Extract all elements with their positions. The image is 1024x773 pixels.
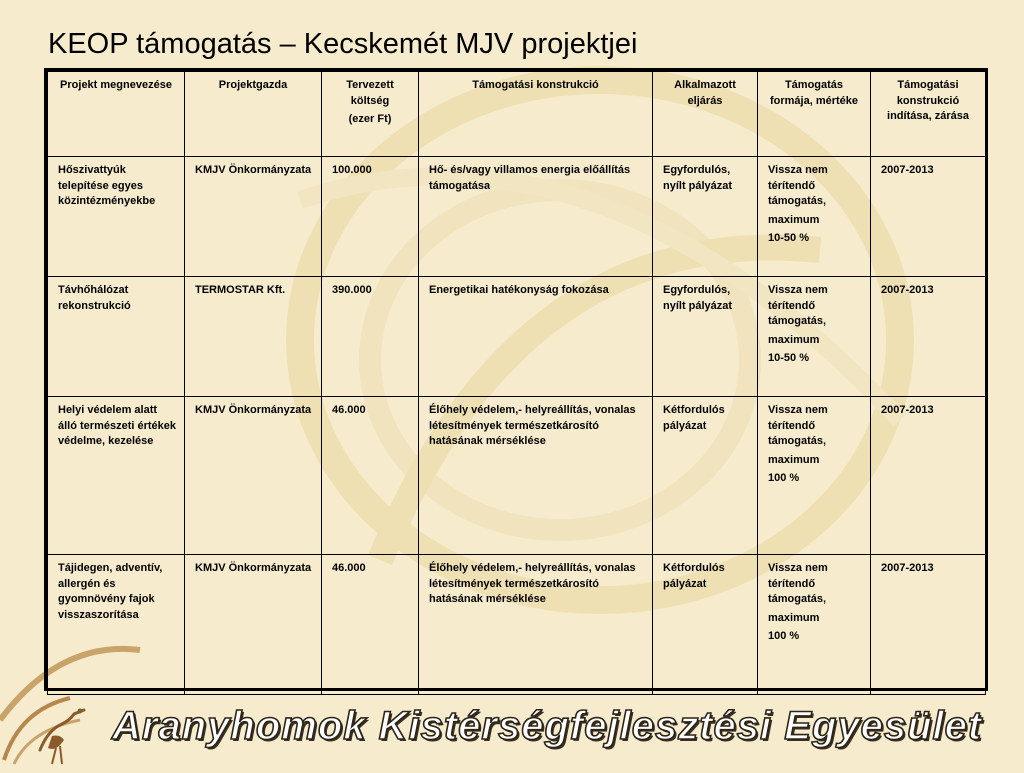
cell-period: 2007-2013 <box>871 555 986 695</box>
projects-table <box>47 71 986 695</box>
cell-procedure: Egyfordulós, nyílt pályázat <box>653 157 758 277</box>
header-project-name: Projekt megnevezése <box>48 72 185 157</box>
page-title: KEOP támogatás – Kecskemét MJV projektjei <box>48 28 638 60</box>
cell-owner: KMJV Önkormányzata <box>185 555 322 695</box>
organization-brand-text: Aranyhomok Kistérségfejlesztési Egyesület <box>112 704 983 748</box>
cell-support: Vissza nem térítendő támogatás, maximum 100 % <box>758 555 871 695</box>
cell-construction: Élőhely védelem,- helyreállítás, vonalas létesítmények természetkárosító hatásának mérséklése <box>419 397 653 555</box>
cell-project-name: Tájidegen, adventív, allergén és gyomnövény fajok visszaszorítása <box>48 555 185 695</box>
cell-project-name: Hőszivattyúk telepítése egyes közintézményekbe <box>48 157 185 277</box>
cell-period: 2007-2013 <box>871 397 986 555</box>
table-row <box>48 157 986 277</box>
header-procedure: Alkalmazott eljárás <box>653 72 758 157</box>
cell-construction: Hő- és/vagy villamos energia előállítás támogatása <box>419 157 653 277</box>
cell-cost: 46.000 <box>322 555 419 695</box>
projects-table-container <box>44 68 988 691</box>
cell-owner: KMJV Önkormányzata <box>185 157 322 277</box>
table-header-row <box>48 72 986 157</box>
cell-construction: Élőhely védelem,- helyreállítás, vonalas létesítmények természetkárosító hatásának mérséklése <box>419 555 653 695</box>
heron-bird-logo-icon <box>0 690 120 768</box>
header-support-form: Támogatás formája, mértéke <box>758 72 871 157</box>
cell-support: Vissza nem térítendő támogatás, maximum 10-50 % <box>758 277 871 397</box>
header-planned-cost: Tervezett költség (ezer Ft) <box>322 72 419 157</box>
cell-owner: KMJV Önkormányzata <box>185 397 322 555</box>
cell-procedure: Egyfordulós, nyílt pályázat <box>653 277 758 397</box>
table-row <box>48 397 986 555</box>
cell-project-name: Helyi védelem alatt álló természeti értékek védelme, kezelése <box>48 397 185 555</box>
cell-cost: 390.000 <box>322 277 419 397</box>
cell-support: Vissza nem térítendő támogatás, maximum 10-50 % <box>758 157 871 277</box>
cell-cost: 46.000 <box>322 397 419 555</box>
header-project-owner: Projektgazda <box>185 72 322 157</box>
table-row <box>48 277 986 397</box>
cell-support: Vissza nem térítendő támogatás, maximum 100 % <box>758 397 871 555</box>
cell-construction: Energetikai hatékonyság fokozása <box>419 277 653 397</box>
cell-period: 2007-2013 <box>871 277 986 397</box>
cell-owner: TERMOSTAR Kft. <box>185 277 322 397</box>
table-row <box>48 555 986 695</box>
cell-procedure: Kétfordulós pályázat <box>653 555 758 695</box>
header-construction-period: Támogatási konstrukció indítása, zárása <box>871 72 986 157</box>
cell-project-name: Távhőhálózat rekonstrukció <box>48 277 185 397</box>
cell-cost: 100.000 <box>322 157 419 277</box>
header-support-construction: Támogatási konstrukció <box>419 72 653 157</box>
cell-procedure: Kétfordulós pályázat <box>653 397 758 555</box>
cell-period: 2007-2013 <box>871 157 986 277</box>
